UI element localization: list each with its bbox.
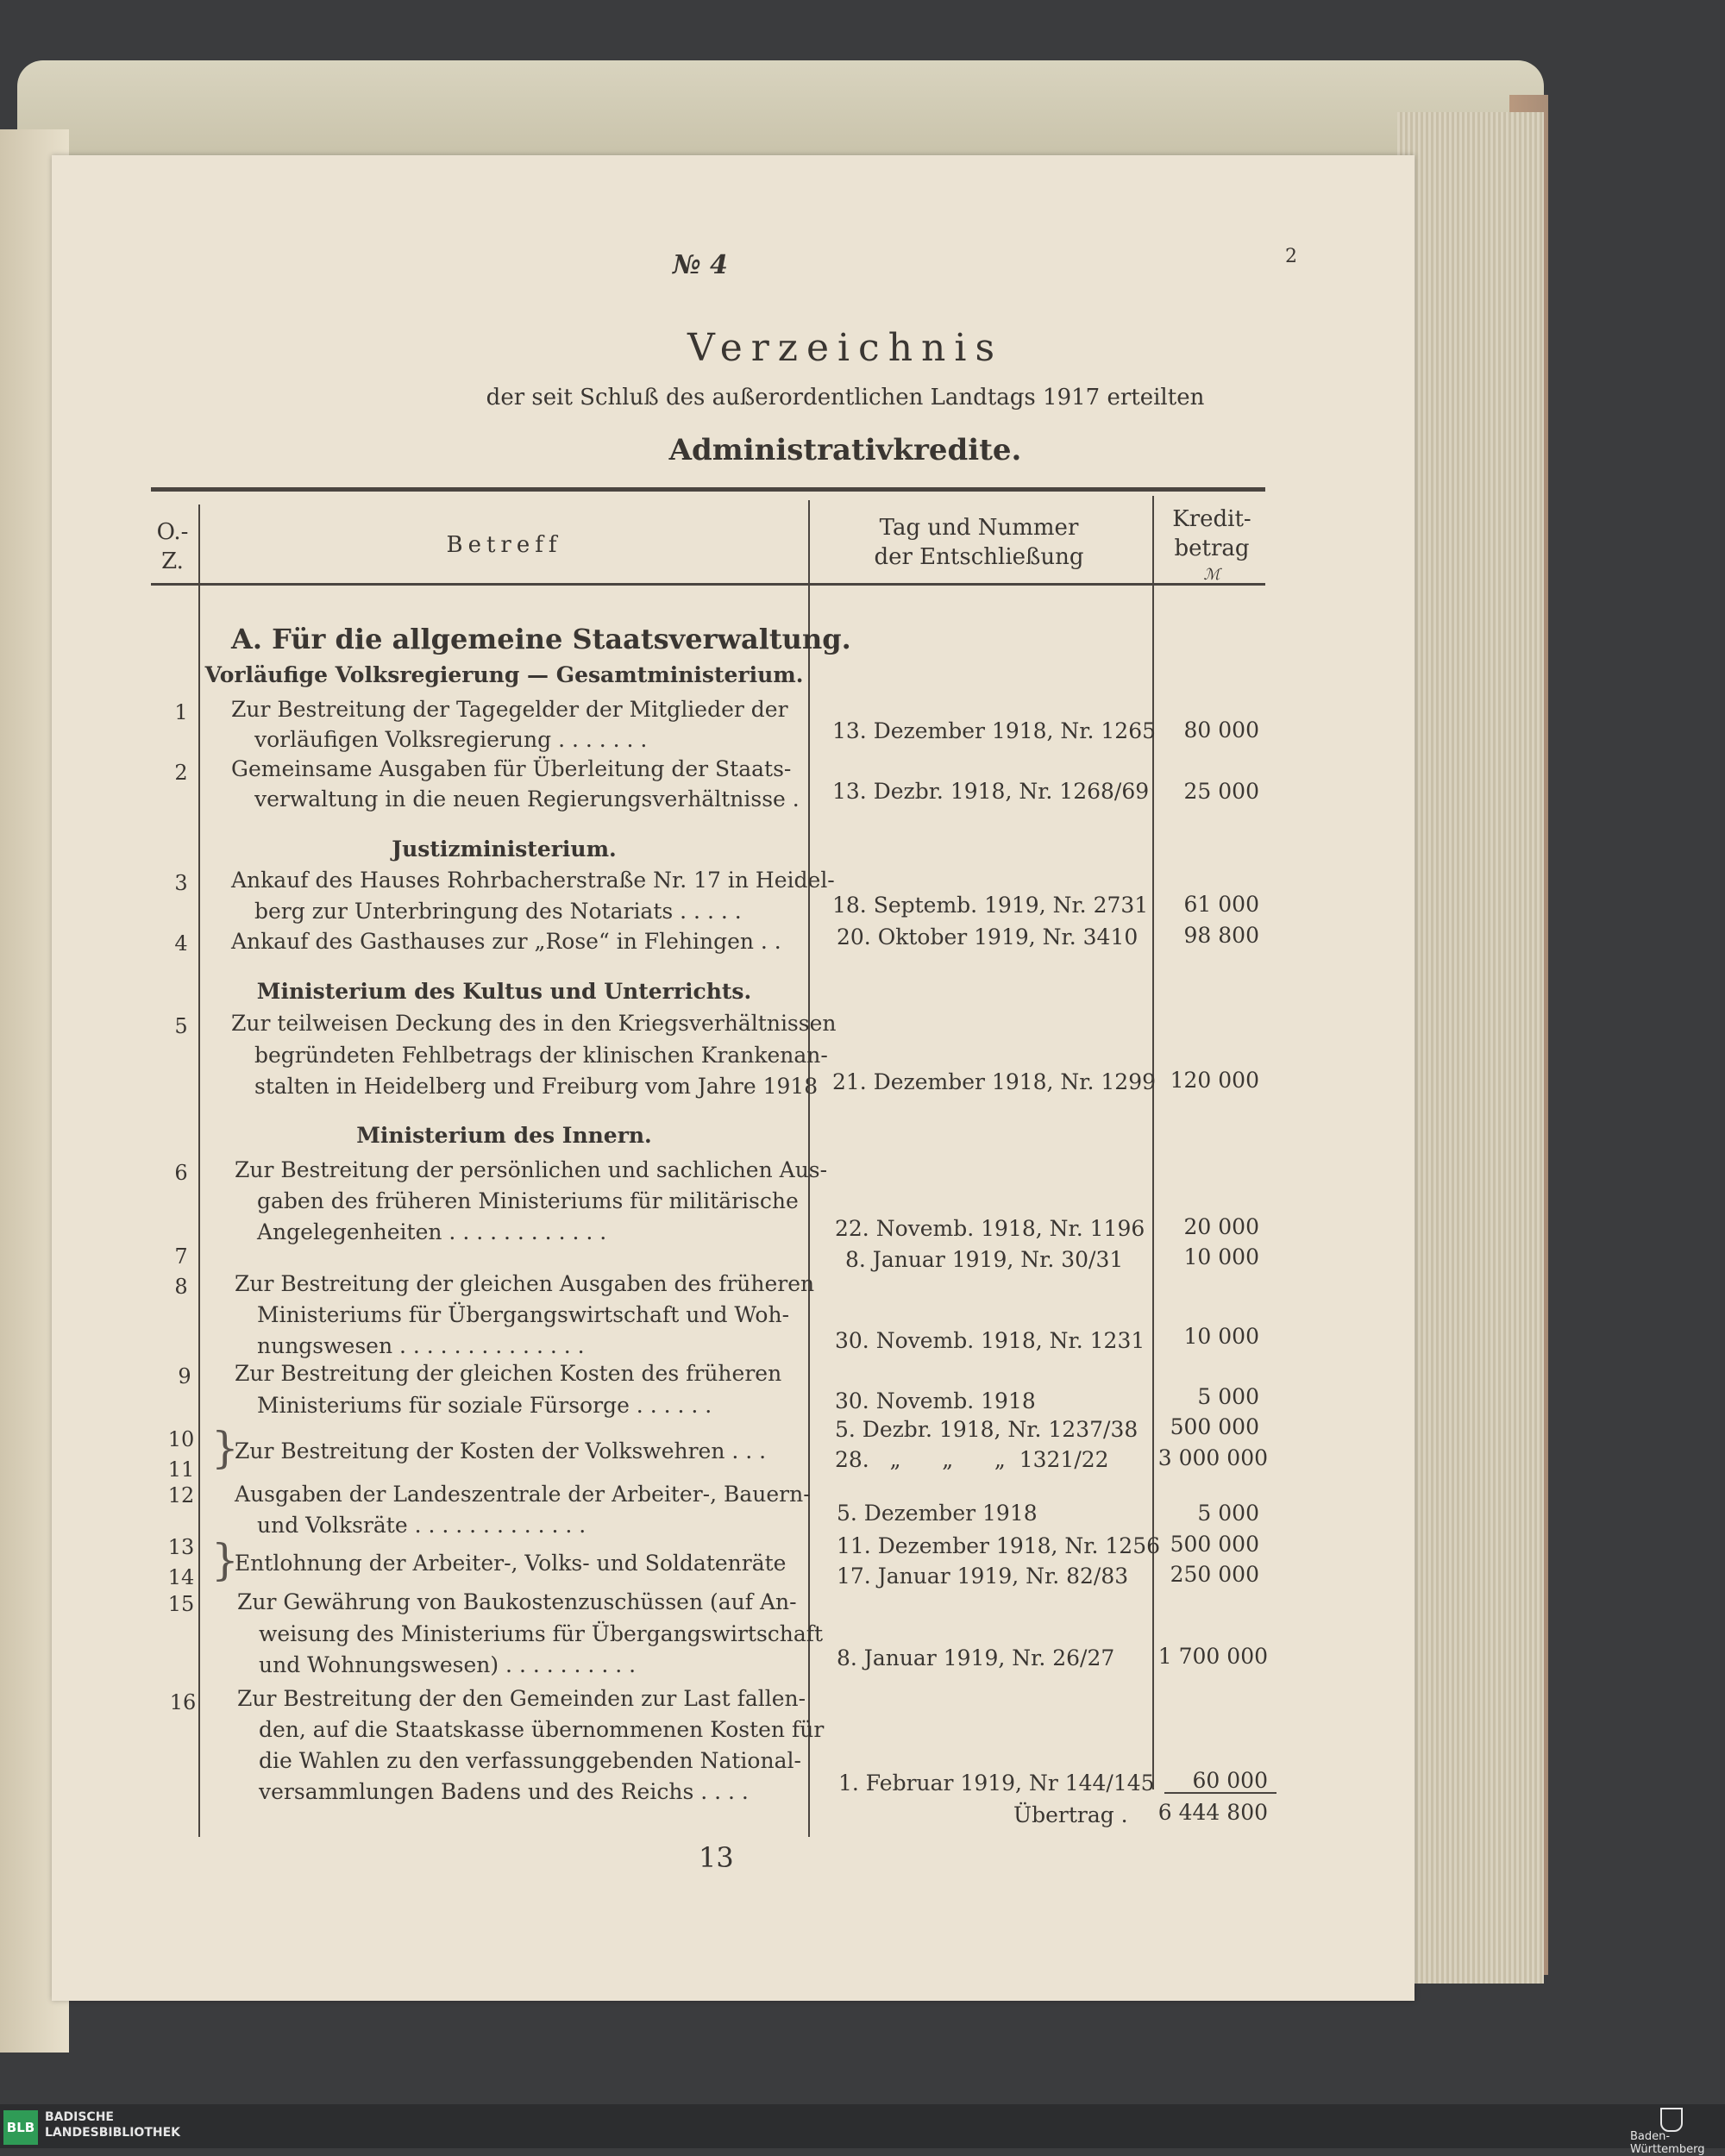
- row-amount: 80 000: [1183, 718, 1259, 743]
- row-date: 5. Dezember 1918: [837, 1501, 1038, 1526]
- row-text: Zur Bestreitung der gleichen Kosten des früheren: [235, 1361, 782, 1386]
- row-number: 7: [174, 1244, 188, 1269]
- page-number: 13: [699, 1841, 734, 1874]
- row-number: 6: [174, 1161, 188, 1185]
- carry-label: Übertrag .: [1013, 1802, 1128, 1827]
- row-text: und Volksräte . . . . . . . . . . . . .: [257, 1513, 586, 1538]
- col-header-nr: O.-Z.: [156, 519, 189, 574]
- row-amount: 61 000: [1183, 892, 1259, 917]
- row-number: 9: [178, 1364, 191, 1388]
- document-number: № 4: [673, 250, 728, 280]
- row-amount: 98 800: [1183, 923, 1259, 948]
- row-amount: 500 000: [1170, 1414, 1259, 1439]
- page-subtitle: der seit Schluß des außerordentlichen Landtags 1917 erteilten: [486, 385, 1205, 411]
- library-logo[interactable]: BLB: [3, 2110, 38, 2145]
- table-header-rule: [151, 583, 1265, 586]
- row-text: den, auf die Staatskasse übernommenen Kosten für: [259, 1717, 825, 1742]
- row-text: Entlohnung der Arbeiter-, Volks- und Soldatenräte: [235, 1551, 787, 1576]
- row-text: Ausgaben der Landeszentrale der Arbeiter-, Bauern-: [235, 1482, 811, 1507]
- row-number: 11: [167, 1457, 195, 1482]
- brace-13-14: }: [211, 1535, 239, 1585]
- viewer-footer-bar: [0, 2104, 1725, 2148]
- row-number: 5: [174, 1014, 188, 1038]
- row-date: 5. Dezbr. 1918, Nr. 1237/38: [835, 1417, 1138, 1442]
- row-text: Zur Gewährung von Baukostenzuschüssen (auf An-: [237, 1589, 797, 1614]
- row-number: 2: [174, 761, 188, 785]
- row-text: stalten in Heidelberg und Freiburg vom Jahre 1918: [254, 1074, 819, 1099]
- row-number: 14: [167, 1565, 195, 1589]
- row-amount: 10 000: [1183, 1324, 1259, 1349]
- row-text: verwaltung in die neuen Regierungsverhältnisse .: [254, 787, 800, 812]
- row-amount: 5 000: [1197, 1501, 1259, 1526]
- row-text: Zur teilweisen Deckung des in den Kriegsverhältnissen: [231, 1011, 837, 1036]
- row-date: 8. Januar 1919, Nr. 30/31: [845, 1247, 1124, 1272]
- row-number: 15: [167, 1592, 195, 1616]
- row-text: gaben des früheren Ministeriums für militärische: [257, 1188, 799, 1213]
- row-amount: 10 000: [1183, 1244, 1259, 1269]
- row-date: 18. Septemb. 1919, Nr. 2731: [832, 893, 1149, 918]
- col-divider-3: [1152, 496, 1154, 1789]
- row-amount: 5 000: [1197, 1384, 1259, 1409]
- page-title: Verzeichnis: [687, 326, 1004, 370]
- carry-amount: 6 444 800: [1157, 1800, 1268, 1825]
- row-number: 12: [167, 1483, 195, 1507]
- row-text: begründeten Fehlbetrags der klinischen Krankenan-: [254, 1043, 828, 1068]
- col-header-tag: Tag und Nummer der Entschließung: [874, 515, 1084, 570]
- row-amount: 1 700 000: [1157, 1644, 1268, 1669]
- state-crest-icon: [1660, 2108, 1683, 2132]
- row-text: nungswesen . . . . . . . . . . . . . .: [257, 1333, 585, 1358]
- row-number: 16: [169, 1690, 197, 1714]
- section-heading: A. Für die allgemeine Staatsverwaltung.: [231, 623, 851, 655]
- row-date: 30. Novemb. 1918: [835, 1388, 1036, 1413]
- row-amount: 25 000: [1183, 779, 1259, 804]
- row-text: vorläufigen Volksregierung . . . . . . .: [254, 727, 648, 752]
- page-title-2: Administrativkredite.: [668, 433, 1022, 467]
- row-text: Zur Bestreitung der Kosten der Volkswehren . . .: [235, 1438, 767, 1463]
- table-top-rule: [151, 487, 1265, 492]
- row-number: 10: [167, 1427, 195, 1451]
- row-text: Ministeriums für Übergangswirtschaft und Woh-: [257, 1302, 790, 1327]
- col-header-kredit: Kredit-betrag: [1172, 506, 1251, 561]
- row-date: 13. Dezbr. 1918, Nr. 1268/69: [832, 779, 1150, 804]
- row-date: 20. Oktober 1919, Nr. 3410: [837, 924, 1138, 950]
- row-text: die Wahlen zu den verfassunggebenden National-: [259, 1748, 801, 1773]
- row-text: Zur Bestreitung der Tagegelder der Mitglieder der: [231, 697, 788, 722]
- page-reference: 2: [1285, 246, 1297, 267]
- row-text: versammlungen Badens und des Reichs . . . .: [259, 1779, 749, 1804]
- row-number: 3: [174, 871, 188, 895]
- row-text: Ministeriums für soziale Fürsorge . . . . . .: [257, 1393, 712, 1418]
- row-date: 30. Novemb. 1918, Nr. 1231: [835, 1328, 1145, 1353]
- row-number: 8: [174, 1275, 188, 1299]
- page-block-top: [17, 60, 1544, 155]
- row-date: 8. Januar 1919, Nr. 26/27: [837, 1645, 1115, 1670]
- row-date: 11. Dezember 1918, Nr. 1256: [837, 1533, 1161, 1558]
- row-text: Zur Bestreitung der gleichen Ausgaben des früheren: [235, 1271, 815, 1296]
- row-date: 17. Januar 1919, Nr. 82/83: [837, 1564, 1129, 1589]
- subsection-heading: Ministerium des Innern.: [356, 1123, 652, 1148]
- subsection-heading: Ministerium des Kultus und Unterrichts.: [256, 979, 752, 1004]
- row-date: 22. Novemb. 1918, Nr. 1196: [835, 1216, 1145, 1241]
- library-name: BADISCHE LANDESBIBLIOTHEK: [45, 2110, 181, 2140]
- row-text: berg zur Unterbringung des Notariats . . . . .: [254, 899, 742, 924]
- row-number: 1: [174, 700, 188, 724]
- row-text: Ankauf des Gasthauses zur „Rose“ in Flehingen . .: [231, 929, 781, 954]
- row-date: 1. Februar 1919, Nr 144/145: [838, 1771, 1155, 1796]
- col-header-unit: ℳ: [1203, 566, 1220, 584]
- row-date: 21. Dezember 1918, Nr. 1299: [832, 1069, 1157, 1094]
- row-text: weisung des Ministeriums für Übergangswirtschaft: [259, 1621, 824, 1646]
- row-text: Zur Bestreitung der den Gemeinden zur Last fallen-: [237, 1686, 806, 1711]
- row-amount: 3 000 000: [1157, 1445, 1268, 1470]
- row-text: Angelegenheiten . . . . . . . . . . . .: [257, 1219, 607, 1244]
- row-amount: 500 000: [1170, 1532, 1259, 1557]
- col-header-betreff: Betreff: [446, 532, 562, 558]
- subsection-heading: Vorläufige Volksregierung — Gesamtministerium.: [204, 662, 804, 687]
- row-amount: 250 000: [1170, 1562, 1259, 1587]
- row-number: 4: [174, 931, 188, 956]
- row-number: 13: [167, 1535, 195, 1559]
- brace-10-11: }: [211, 1423, 239, 1473]
- row-text: Zur Bestreitung der persönlichen und sachlichen Aus-: [235, 1157, 828, 1182]
- row-amount: 60 000: [1192, 1768, 1268, 1793]
- row-amount: 20 000: [1183, 1214, 1259, 1239]
- row-date: 28. „ „ „ 1321/22: [835, 1447, 1109, 1472]
- subsection-heading: Justizministerium.: [392, 837, 617, 862]
- row-text: Ankauf des Hauses Rohrbacherstraße Nr. 17 in Heidel-: [231, 868, 835, 893]
- row-amount: 120 000: [1170, 1068, 1259, 1093]
- state-label: Baden-Württemberg: [1630, 2130, 1705, 2156]
- row-text: und Wohnungswesen) . . . . . . . . . .: [259, 1652, 637, 1677]
- row-date: 13. Dezember 1918, Nr. 1265: [832, 718, 1157, 743]
- row-text: Gemeinsame Ausgaben für Überleitung der Staats-: [231, 756, 792, 781]
